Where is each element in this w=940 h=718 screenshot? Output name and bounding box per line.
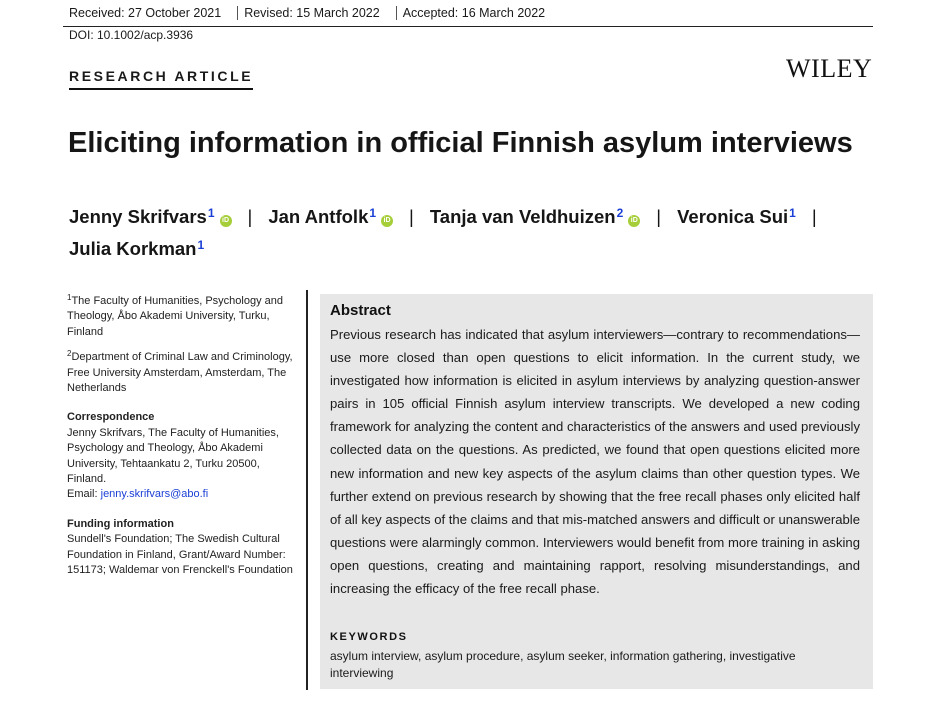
- keywords-heading: KEYWORDS: [330, 631, 408, 643]
- author-separator: |: [409, 206, 414, 227]
- sidebar-info: [67, 290, 299, 585]
- author-5[interactable]: Julia Korkman$^1$: [69, 238, 205, 259]
- abstract-heading: Abstract: [330, 302, 391, 319]
- author-4[interactable]: Veronica Sui$^1$: [677, 206, 796, 227]
- orcid-icon[interactable]: iD: [220, 215, 232, 227]
- received-date: Received: 27 October 2021: [63, 6, 238, 20]
- paper-title: Eliciting information in official Finnish asylum interviews: [68, 127, 853, 159]
- author-3[interactable]: Tanja van Veldhuizen$^2$iD: [430, 206, 640, 227]
- author-affiliation-number: 1: [207, 206, 215, 220]
- accepted-date: Accepted: 16 March 2022: [402, 6, 546, 20]
- affiliation-1: $^1$The Faculty of Humanities, Psychology and Theology, Åbo Akademi University, Turku, Finland: [67, 293, 283, 338]
- author-affiliation-number: 1: [197, 238, 205, 252]
- funding-text: Sundell's Foundation; The Swedish Cultural Foundation in Finland, Grant/Award Number: 151173; Waldemar von Frenckell's Foundation: [67, 533, 293, 577]
- correspondence-email: Email: jenny.skrifvars@abo.fi: [67, 488, 209, 501]
- publisher-logo: WILEY: [786, 54, 873, 83]
- orcid-icon[interactable]: iD: [381, 215, 393, 227]
- author-separator: |: [811, 206, 817, 227]
- author-affiliation-number: 1: [369, 206, 377, 220]
- author-1[interactable]: Jenny Skrifvars$^1$iD: [69, 206, 232, 227]
- author-2[interactable]: Jan Antfolk$^1$iD: [268, 206, 393, 227]
- funding-heading: Funding information: [67, 517, 174, 530]
- column-divider: [306, 290, 308, 690]
- affiliation-2: $^2$Department of Criminal Law and Criminology, Free University Amsterdam, Amsterdam, The Netherlands: [67, 349, 293, 395]
- correspondence-text: Jenny Skrifvars, The Faculty of Humanities, Psychology and Theology, Åbo Akademi University, Tehtaankatu 2, Turku 20500, Finland.: [67, 426, 279, 486]
- article-type-label: RESEARCH ARTICLE: [69, 68, 253, 90]
- author-separator: |: [247, 206, 253, 227]
- author-separator: |: [656, 206, 662, 227]
- correspondence-heading: Correspondence: [67, 411, 155, 424]
- orcid-icon[interactable]: iD: [628, 215, 640, 227]
- author-affiliation-number: 2: [616, 206, 624, 220]
- email-link[interactable]: jenny.skrifvars@abo.fi: [100, 488, 209, 501]
- abstract-text: Previous research has indicated that asylum interviewers—contrary to recommendations—use more closed than open questions to elicit information. In the current study, we investigated how information is elicited in asylum interviews by analyzing question-answer pairs in 105 official Finnish asylum interview transcripts. We developed a new coding framework for analyzing the content and characteristics of the answers and used previously collected data on the questions. As predicted, we found that open questions elicited more new information and new key aspects of the asylum claims than other question types. We further extend on previous research by showing that the free recall phases only elicited half of all key aspects of the claims and that mis-matched answers and difficult or unanswerable questions were alarmingly common. Interviewers would benefit from more training in asking open questions, creating and maintaining rapport, resolving misunderstandings, and increasing the efficacy of the free recall phase.: [330, 327, 860, 597]
- article-dates-bar: [63, 0, 873, 27]
- doi[interactable]: DOI: 10.1002/acp.3936: [69, 28, 194, 42]
- author-affiliation-number: 1: [789, 206, 796, 220]
- keywords-text: asylum interview, asylum procedure, asylum seeker, information gathering, investigative interviewing: [330, 649, 796, 680]
- author-list: [69, 199, 869, 263]
- revised-date: Revised: 15 March 2022: [238, 6, 397, 20]
